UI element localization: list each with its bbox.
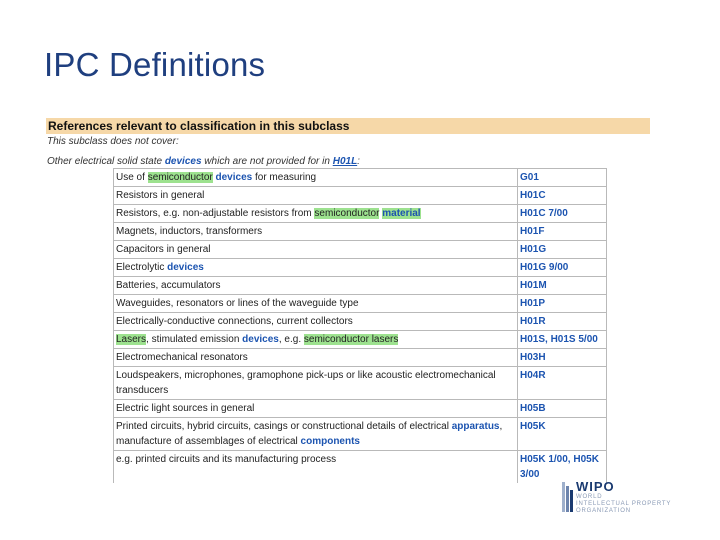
description-segment[interactable]: devices	[167, 262, 204, 273]
description-segment: , manufacture of assemblages of electrical	[116, 421, 503, 447]
row-description	[114, 259, 518, 277]
table-row	[114, 259, 607, 277]
description-segment: Use of	[116, 172, 148, 183]
table-row	[114, 418, 607, 451]
row-description	[114, 223, 518, 241]
description-segment: Resistors in general	[116, 190, 205, 201]
intro-code-link[interactable]: H01L	[332, 156, 358, 167]
table-row	[114, 169, 607, 187]
description-segment: Lasers	[116, 334, 147, 345]
logo-line-1: WORLD	[576, 494, 603, 500]
description-segment[interactable]: devices	[242, 334, 279, 345]
row-reference-link[interactable]: H01S, H01S 5/00	[518, 331, 607, 349]
table-row	[114, 187, 607, 205]
row-reference-link[interactable]: H01G	[518, 241, 607, 259]
description-segment: Capacitors in general	[116, 244, 211, 255]
intro-keyword: devices	[164, 156, 202, 167]
description-segment: Magnets, inductors, transformers	[116, 226, 263, 237]
row-description	[114, 187, 518, 205]
row-reference-link[interactable]: H05K	[518, 418, 607, 451]
description-segment[interactable]: devices	[215, 172, 253, 183]
table-row	[114, 367, 607, 400]
logo-name: WIPO	[576, 479, 615, 494]
logo-line-3: ORGANIZATION	[576, 508, 631, 514]
table-row	[114, 331, 607, 349]
table-row	[114, 223, 607, 241]
row-description	[114, 331, 518, 349]
row-reference-link[interactable]: G01	[518, 169, 607, 187]
row-reference-link[interactable]: H01C	[518, 187, 607, 205]
wipo-mark-icon	[562, 482, 573, 512]
description-segment: Printed circuits, hybrid circuits, casings or constructional details of electrical	[116, 421, 452, 432]
table-row	[114, 205, 607, 223]
intro-before: Other electrical solid state	[47, 156, 165, 167]
slide-title: IPC Definitions	[44, 46, 266, 83]
description-segment: Loudspeakers, microphones, gramophone pick-ups or like acoustic electromechanical transducers	[116, 370, 496, 396]
row-description	[114, 418, 518, 451]
description-segment: , e.g.	[278, 334, 304, 345]
row-reference-link[interactable]: H05B	[518, 400, 607, 418]
row-description	[114, 205, 518, 223]
row-description	[114, 349, 518, 367]
row-reference-link[interactable]: H05K 1/00, H05K 3/00	[518, 451, 607, 484]
references-header: References relevant to classification in this subclass	[46, 118, 650, 134]
row-reference-link[interactable]: H01R	[518, 313, 607, 331]
row-reference-link[interactable]: H04R	[518, 367, 607, 400]
description-segment: Batteries, accumulators	[116, 280, 221, 291]
table-row	[114, 400, 607, 418]
row-reference-link[interactable]: H01P	[518, 295, 607, 313]
table-row	[114, 277, 607, 295]
table-row	[114, 451, 607, 484]
document-excerpt	[46, 118, 650, 480]
description-segment: Waveguides, resonators or lines of the waveguide type	[116, 298, 359, 309]
row-reference-link[interactable]: H01C 7/00	[518, 205, 607, 223]
description-segment[interactable]: material	[382, 208, 421, 219]
references-table	[113, 168, 607, 483]
description-segment[interactable]: apparatus	[451, 421, 500, 432]
row-description	[114, 241, 518, 259]
row-description	[114, 367, 518, 400]
row-reference-link[interactable]: H01G 9/00	[518, 259, 607, 277]
subclass-note: This subclass does not cover:	[47, 136, 179, 147]
description-segment: Electrically-conductive connections, current collectors	[116, 316, 353, 327]
description-segment: semiconductor	[147, 172, 213, 183]
row-description	[114, 451, 518, 484]
table-row	[114, 349, 607, 367]
row-description	[114, 400, 518, 418]
description-segment: semiconductor lasers	[303, 334, 399, 345]
description-segment: Resistors, e.g. non-adjustable resistors from	[116, 208, 315, 219]
row-description	[114, 313, 518, 331]
intro-line	[46, 155, 650, 168]
description-segment: Electrolytic	[116, 262, 168, 273]
logo-line-2: INTELLECTUAL PROPERTY	[576, 501, 672, 507]
table-row	[114, 295, 607, 313]
table-row	[114, 241, 607, 259]
description-segment: e.g. printed circuits and its manufacturing process	[116, 454, 337, 465]
description-segment: , stimulated emission	[146, 334, 243, 345]
description-segment: semiconductor	[314, 208, 380, 219]
description-segment: Electric light sources in general	[116, 403, 255, 414]
row-description	[114, 277, 518, 295]
intro-after: :	[357, 156, 360, 167]
row-description	[114, 295, 518, 313]
description-segment[interactable]: components	[300, 436, 360, 447]
description-segment: for measuring	[252, 172, 317, 183]
description-segment: Electromechanical resonators	[116, 352, 248, 363]
row-reference-link[interactable]: H01F	[518, 223, 607, 241]
table-row	[114, 313, 607, 331]
row-reference-link[interactable]: H03H	[518, 349, 607, 367]
row-description	[114, 169, 518, 187]
row-reference-link[interactable]: H01M	[518, 277, 607, 295]
intro-middle: which are not provided for in	[201, 156, 333, 167]
wipo-logo	[562, 476, 702, 518]
